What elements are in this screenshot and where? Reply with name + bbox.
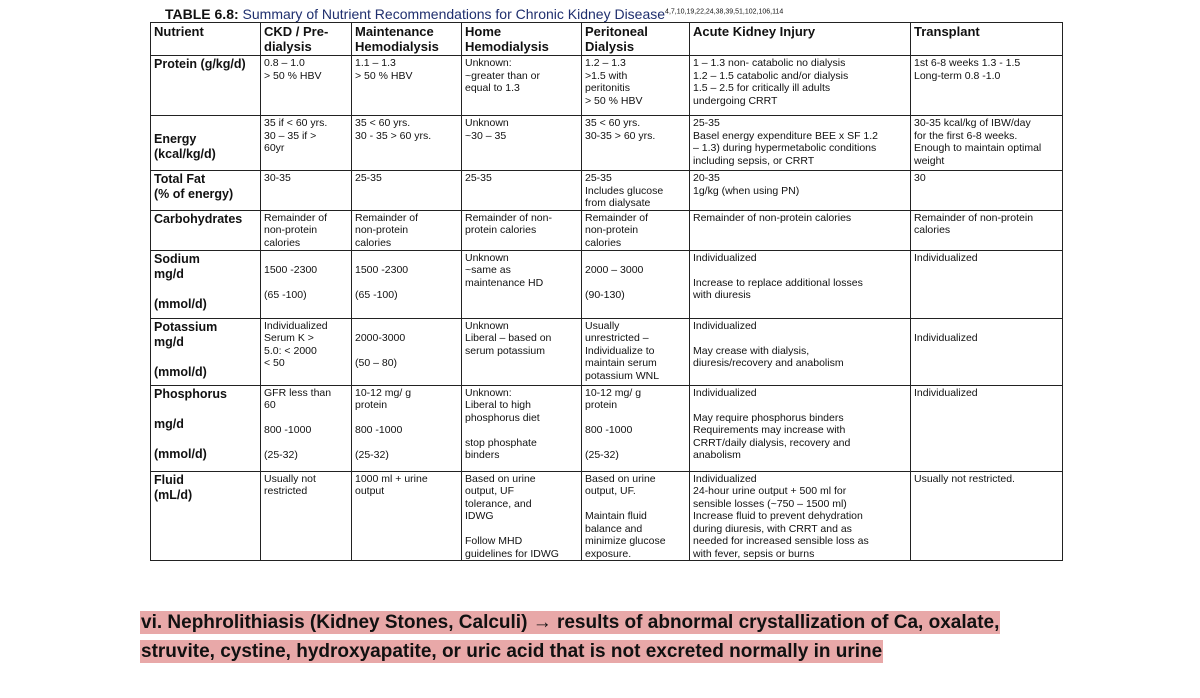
header-home-hemodialysis: Home Hemodialysis — [462, 23, 582, 56]
table-cell: Remainder of non-protein calories — [582, 210, 690, 250]
table-cell: Individualized May crease with dialysis, diuresis/recovery and anabolism — [690, 318, 911, 385]
nephrolithiasis-note — [140, 608, 1020, 666]
table-cell: 35 if < 60 yrs. 30 – 35 if > 60yr — [261, 116, 352, 171]
table-cell: 1 – 1.3 non- catabolic no dialysis 1.2 – 1.5 catabolic and/or dialysis 1.5 – 2.5 for critically ill adults undergoing CRRT — [690, 56, 911, 116]
table-row — [151, 318, 1063, 385]
table-cell: Usually not restricted. — [911, 471, 1063, 561]
table-row — [151, 116, 1063, 171]
table-cell: 10-12 mg/ g protein 800 -1000 (25-32) — [582, 385, 690, 471]
row-nutrient-label: Total Fat (% of energy) — [151, 171, 261, 211]
header-ckd-predialysis: CKD / Pre- dialysis — [261, 23, 352, 56]
table-cell: 20-35 1g/kg (when using PN) — [690, 171, 911, 211]
table-row — [151, 385, 1063, 471]
table-cell: 25-35 Includes glucose from dialysate — [582, 171, 690, 211]
table-cell: 1000 ml + urine output — [352, 471, 462, 561]
table-cell: 1500 -2300 (65 -100) — [352, 250, 462, 318]
table-cell: Individualized — [911, 250, 1063, 318]
table-cell: Remainder of non- protein calories — [462, 210, 582, 250]
table-cell: Remainder of non-protein calories — [261, 210, 352, 250]
table-cell: Unknown: ~greater than or equal to 1.3 — [462, 56, 582, 116]
header-acute-kidney-injury: Acute Kidney Injury — [690, 23, 911, 56]
table-cell: Unknown Liberal – based on serum potassium — [462, 318, 582, 385]
row-nutrient-label: Protein (g/kg/d) — [151, 56, 261, 116]
table-cell: Remainder of non-protein calories — [352, 210, 462, 250]
table-cell: Unknown ~same as maintenance HD — [462, 250, 582, 318]
table-cell: 2000 – 3000 (90-130) — [582, 250, 690, 318]
table-cell: 25-35 — [352, 171, 462, 211]
nutrient-recommendations-table — [150, 22, 1063, 561]
table-cell: 2000-3000 (50 – 80) — [352, 318, 462, 385]
row-nutrient-label: Carbohydrates — [151, 210, 261, 250]
table-cell: Based on urine output, UF tolerance, and IDWG Follow MHD guidelines for IDWG — [462, 471, 582, 561]
row-nutrient-label: Energy (kcal/kg/d) — [151, 116, 261, 171]
table-cell: Based on urine output, UF. Maintain fluid balance and minimize glucose exposure. — [582, 471, 690, 561]
table-cell: 25-35 Basel energy expenditure BEE x SF 1.2 – 1.3) during hypermetabolic conditions including sepsis, or CRRT — [690, 116, 911, 171]
table-cell: 1st 6-8 weeks 1.3 - 1.5 Long-term 0.8 -1.0 — [911, 56, 1063, 116]
table-cell: GFR less than 60 800 -1000 (25-32) — [261, 385, 352, 471]
table-cell: 1.2 – 1.3 >1.5 with peritonitis > 50 % HBV — [582, 56, 690, 116]
highlighted-note-text: vi. Nephrolithiasis (Kidney Stones, Calculi) → results of abnormal crystallization of Ca, oxalate, struvite, cystine, hydroxyapatite, or uric acid that is not excreted normally in urine — [141, 612, 1000, 662]
table-header-row — [151, 23, 1063, 56]
table-cell: 30-35 kcal/kg of IBW/day for the first 6-8 weeks. Enough to maintain optimal weight — [911, 116, 1063, 171]
table-cell: 35 < 60 yrs. 30-35 > 60 yrs. — [582, 116, 690, 171]
table-cell: Unknown ~30 – 35 — [462, 116, 582, 171]
table-row — [151, 471, 1063, 561]
table-cell: 1.1 – 1.3 > 50 % HBV — [352, 56, 462, 116]
table-cell: Individualized — [911, 318, 1063, 385]
caption-references: 4,7,10,19,22,24,38,39,51,102,106,114 — [665, 8, 784, 16]
caption-title: Summary of Nutrient Recommendations for Chronic Kidney Disease — [242, 6, 666, 22]
table-cell: 10-12 mg/ g protein 800 -1000 (25-32) — [352, 385, 462, 471]
row-nutrient-label: Fluid (mL/d) — [151, 471, 261, 561]
table-cell: 35 < 60 yrs. 30 - 35 > 60 yrs. — [352, 116, 462, 171]
header-peritoneal-dialysis: Peritoneal Dialysis — [582, 23, 690, 56]
table-row — [151, 56, 1063, 116]
table-row — [151, 250, 1063, 318]
table-cell: Usually unrestricted – Individualize to maintain serum potassium WNL — [582, 318, 690, 385]
row-nutrient-label: Potassium mg/d (mmol/d) — [151, 318, 261, 385]
table-cell: 0.8 – 1.0 > 50 % HBV — [261, 56, 352, 116]
row-nutrient-label: Phosphorus mg/d (mmol/d) — [151, 385, 261, 471]
header-transplant: Transplant — [911, 23, 1063, 56]
table-cell: 30-35 — [261, 171, 352, 211]
table-cell: 30 — [911, 171, 1063, 211]
table-cell: 1500 -2300 (65 -100) — [261, 250, 352, 318]
caption-label: TABLE 6.8: — [165, 6, 239, 22]
table-cell: Remainder of non-protein calories — [690, 210, 911, 250]
table-cell: Usually not restricted — [261, 471, 352, 561]
table-cell: 25-35 — [462, 171, 582, 211]
header-maintenance-hemodialysis: Maintenance Hemodialysis — [352, 23, 462, 56]
table-cell: Individualized May require phosphorus binders Requirements may increase with CRRT/daily dialysis, recovery and anabolism — [690, 385, 911, 471]
table-row — [151, 210, 1063, 250]
table-cell: Remainder of non-protein calories — [911, 210, 1063, 250]
table-row — [151, 171, 1063, 211]
table-caption — [165, 6, 783, 22]
table-cell: Individualized Increase to replace additional losses with diuresis — [690, 250, 911, 318]
table-cell: Individualized — [911, 385, 1063, 471]
table-cell: Individualized Serum K > 5.0: < 2000 < 50 — [261, 318, 352, 385]
header-nutrient: Nutrient — [151, 23, 261, 56]
table-cell: Unknown: Liberal to high phosphorus diet stop phosphate binders — [462, 385, 582, 471]
table-cell: Individualized 24-hour urine output + 500 ml for sensible losses (~750 – 1500 ml) Increase fluid to prevent dehydration during diuresis, with CRRT and as needed for increased sensible loss as with fever, sepsis or burns — [690, 471, 911, 561]
row-nutrient-label: Sodium mg/d (mmol/d) — [151, 250, 261, 318]
